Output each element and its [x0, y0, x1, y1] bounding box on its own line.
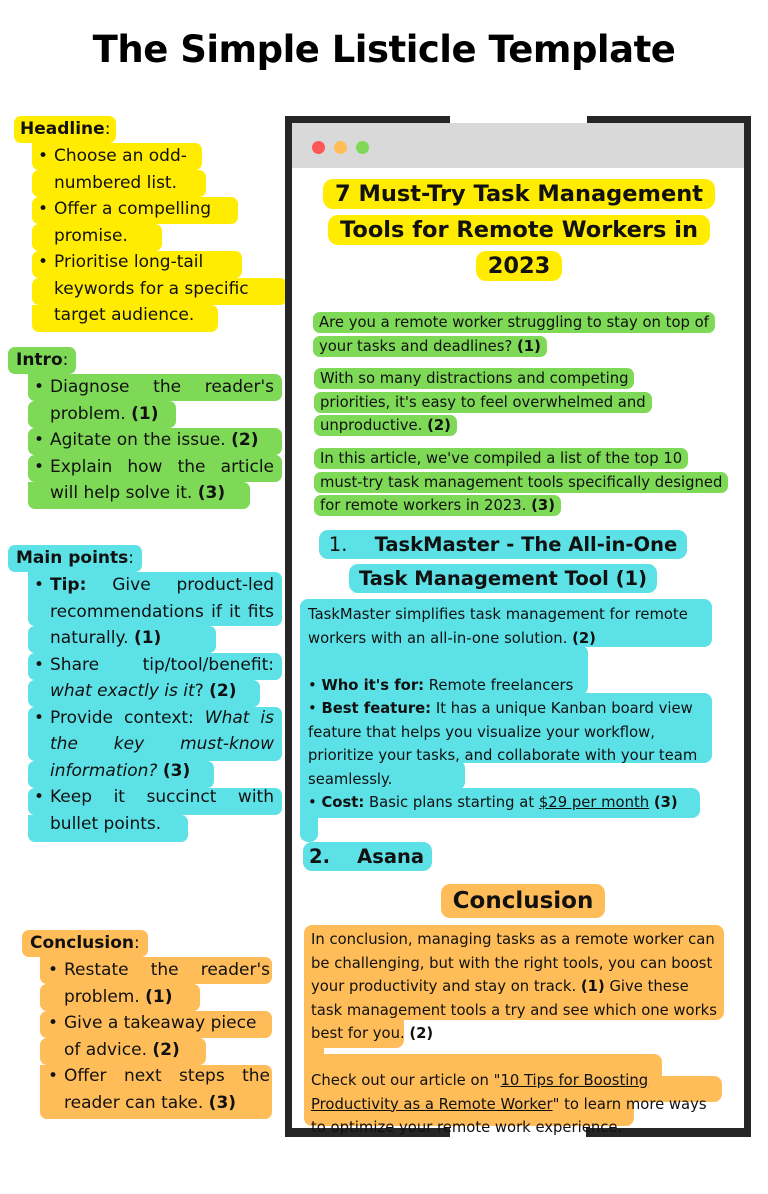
- list-item: • Agitate on the issue. (2): [20, 427, 274, 454]
- guide-intro: [8, 347, 274, 503]
- list-item: • Share tip/tool/benefit: what exactly is it? (2): [20, 652, 274, 705]
- guide-main-points-list: [20, 572, 274, 837]
- guide-main-points-heading: Main points:: [8, 545, 142, 572]
- list-item: • Choose an odd-numbered list.: [24, 143, 194, 196]
- guide-conclusion: [22, 930, 274, 1113]
- section-1-heading: 1. TaskMaster - The All-in-One Task Management Tool (1): [303, 528, 703, 596]
- list-item: • Give a takeaway piece of advice. (2): [34, 1010, 270, 1063]
- list-item: • Prioritise long-tail keywords for a specific target audience.: [24, 249, 284, 329]
- bullet-icon: •: [48, 1013, 59, 1033]
- guide-headline: [12, 116, 272, 325]
- guide-conclusion-list: [34, 957, 270, 1116]
- browser-titlebar: [292, 123, 744, 168]
- list-item: • Keep it succinct with bullet points.: [20, 784, 274, 837]
- conclusion-body: [311, 928, 723, 1140]
- frame-border-top-left: [285, 116, 450, 123]
- article-intro-2: With so many distractions and competing priorities, it's easy to feel overwhelmed and unproductive. (2): [314, 367, 684, 438]
- pricing-link[interactable]: $29 per month: [538, 794, 650, 811]
- list-item: • Provide context: What is the key must-know information? (3): [20, 705, 274, 785]
- guide-intro-heading: Intro:: [8, 347, 76, 374]
- guide-headline-list: [24, 143, 274, 329]
- bullet-icon: •: [34, 430, 45, 450]
- conclusion-cta: Check out our article on "10 Tips for Boosting Productivity as a Remote Worker" to learn more ways to optimize your remote work experience.: [311, 1072, 707, 1136]
- frame-border-left: [285, 116, 292, 1137]
- bullet-icon: •: [34, 456, 45, 477]
- close-dot-icon[interactable]: [312, 141, 325, 154]
- guide-main-points: [8, 545, 275, 834]
- section-1-bullet-feature: • Best feature: It has a unique Kanban board view feature that helps you visualize your workflow, prioritize your tasks, and collaborate with your team seamlessly.: [308, 700, 698, 788]
- bullet-icon: •: [34, 377, 45, 397]
- bullet-icon: •: [38, 199, 49, 219]
- guide-conclusion-heading: Conclusion:: [22, 930, 148, 957]
- bullet-icon: •: [34, 575, 45, 595]
- bullet-icon: •: [38, 252, 49, 272]
- section-2-heading: 2. Asana: [303, 840, 432, 874]
- related-article-link[interactable]: 10 Tips for Boosting Productivity as a Remote Worker: [311, 1072, 649, 1113]
- section-1-bullet-audience: • Who it's for: Remote freelancers: [308, 676, 574, 694]
- list-item: • Explain how the article will help solve it. (3): [20, 454, 274, 507]
- article-intro-3: In this article, we've compiled a list of the top 10 must-try task management tools specifically designed for remote workers in 2023. (3): [314, 447, 724, 518]
- article-title: 7 Must-Try Task Management Tools for Remote Workers in 2023: [317, 176, 721, 284]
- bullet-icon: •: [48, 1066, 59, 1086]
- list-item: • Diagnose the reader's problem. (1): [20, 374, 274, 427]
- article-intro-1: Are you a remote worker struggling to stay on top of your tasks and deadlines? (1): [313, 311, 723, 358]
- section-1-bullet-cost: • Cost: Basic plans starting at $29 per month (3): [308, 794, 678, 811]
- minimize-dot-icon[interactable]: [334, 141, 347, 154]
- guide-intro-list: [20, 374, 274, 507]
- frame-border-right: [744, 116, 751, 1137]
- section-1-summary: TaskMaster simplifies task management for remote workers with an all-in-one solution. (2): [308, 606, 688, 647]
- frame-border-top-right: [587, 116, 751, 123]
- bullet-icon: •: [48, 960, 59, 980]
- list-item: • Restate the reader's problem. (1): [34, 957, 270, 1010]
- bullet-icon: •: [34, 787, 45, 807]
- maximize-dot-icon[interactable]: [356, 141, 369, 154]
- conclusion-heading: Conclusion: [300, 884, 746, 918]
- list-item: • Tip: Give product-led recommendations if it fits naturally. (1): [20, 572, 274, 652]
- guide-headline-heading: Headline:: [14, 116, 116, 143]
- section-1-body: [308, 603, 712, 815]
- page-title: The Simple Listicle Template: [92, 28, 676, 71]
- bullet-icon: •: [34, 654, 45, 675]
- bullet-icon: •: [38, 146, 49, 166]
- bullet-icon: •: [34, 707, 45, 728]
- list-item: • Offer next steps the reader can take. (3): [34, 1063, 270, 1116]
- list-item: • Offer a compelling promise.: [24, 196, 234, 249]
- conclusion-paragraph: In conclusion, managing tasks as a remote worker can be challenging, but with the right tools, you can boost your productivity and stay on track. (1) Give these task management tools a try and see which one works best for you. (2): [311, 931, 717, 1042]
